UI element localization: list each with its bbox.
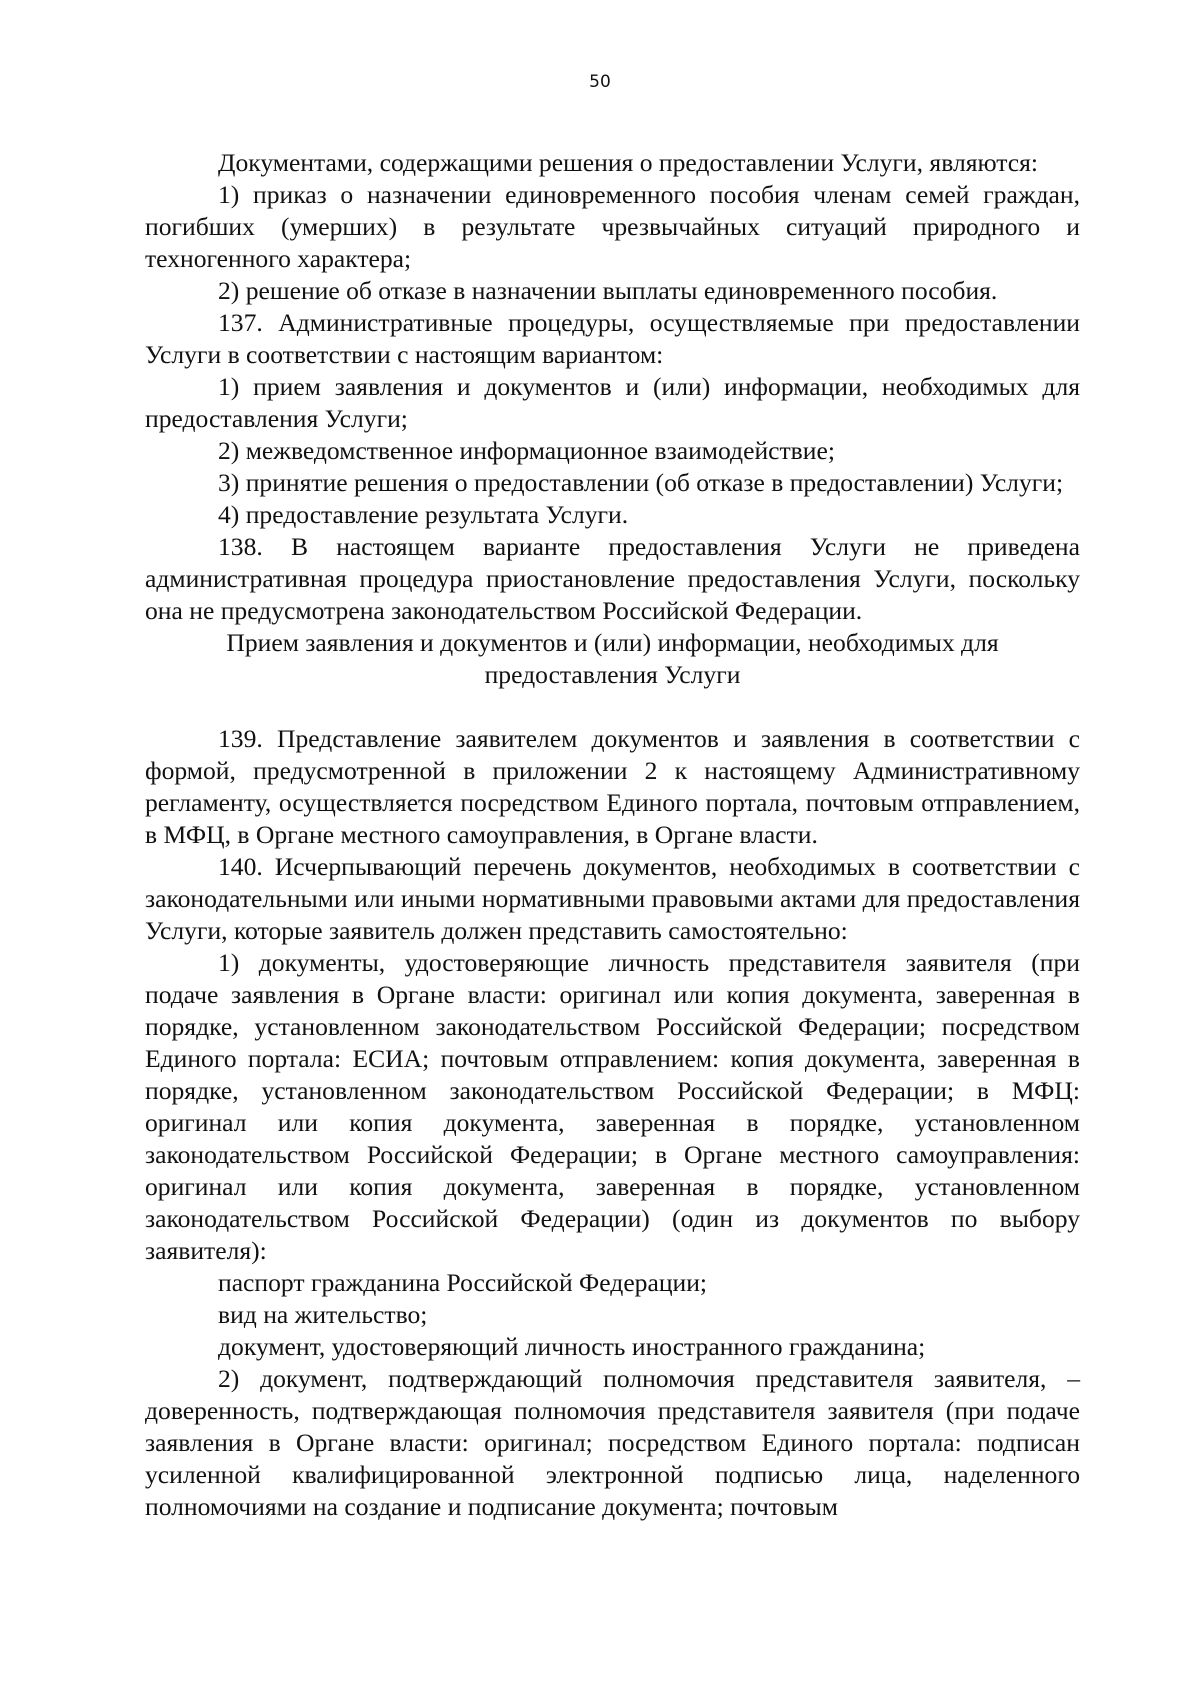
- list-item: документ, удостоверяющий личность иностранного гражданина;: [218, 1332, 926, 1361]
- paragraph: Документами, содержащими решения о предоставлении Услуги, являются:: [218, 148, 1039, 177]
- paragraph: 3) принятие решения о предоставлении (об отказе в предоставлении) Услуги;: [218, 468, 1064, 497]
- paragraph: 2) межведомственное информационное взаимодействие;: [218, 436, 835, 465]
- paragraph: 137. Административные процедуры, осуществляемые при предоставлении Услуги в соответствии с настоящим вариантом:: [145, 308, 1080, 369]
- paragraph: 1) приказ о назначении единовременного пособия членам семей граждан, погибших (умерших) в результате чрезвычайных ситуаций природного и техногенного характера;: [145, 180, 1080, 273]
- section-heading-line: предоставления Услуги: [484, 660, 741, 689]
- paragraph: 4) предоставление результата Услуги.: [218, 500, 629, 529]
- paragraph: 2) решение об отказе в назначении выплаты единовременного пособия.: [218, 276, 998, 305]
- section-heading: [145, 627, 1080, 691]
- paragraph: 1) прием заявления и документов и (или) информации, необходимых для предоставления Услуги;: [145, 372, 1080, 433]
- paragraph: 2) документ, подтверждающий полномочия представителя заявителя, – доверенность, подтверждающая полномочия представителя заявителя (при подаче заявления в Органе власти: оригинал; посредством Единого портала: подписан усиленной квалифицированной электронной подписью лица, наделенного полномочиями на создание и подписание документа; почтовым: [145, 1364, 1080, 1521]
- list-item: паспорт гражданина Российской Федерации;: [218, 1268, 708, 1297]
- page-number: 50: [589, 72, 611, 92]
- paragraph: 139. Представление заявителем документов и заявления в соответствии с формой, предусмотренной в приложении 2 к настоящему Административному регламенту, осуществляется посредством Единого портала, почтовым отправлением, в МФЦ, в Органе местного самоуправления, в Органе власти.: [145, 724, 1080, 849]
- paragraph: 138. В настоящем варианте предоставления Услуги не приведена административная процедура приостановление предоставления Услуги, поскольку она не предусмотрена законодательством Российской Федерации.: [145, 532, 1080, 625]
- paragraph: 140. Исчерпывающий перечень документов, необходимых в соответствии с законодательными или иными нормативными правовыми актами для предоставления Услуги, которые заявитель должен представить самостоятельно:: [145, 852, 1080, 945]
- list-item: вид на жительство;: [218, 1300, 428, 1329]
- document-body: [145, 147, 1080, 1523]
- paragraph: 1) документы, удостоверяющие личность представителя заявителя (при подаче заявления в Органе власти: оригинал или копия документа, заверенная в порядке, установленном законодательством Российской Федерации; посредством Единого портала: ЕСИА; почтовым отправлением: копия документа, заверенная в порядке, установленном законодательством Российской Федерации; в МФЦ: оригинал или копия документа, заверенная в порядке, установленном законодательством Российской Федерации; в Органе местного самоуправления: оригинал или копия документа, заверенная в порядке, установленном законодательством Российской Федерации) (один из документов по выбору заявителя):: [145, 948, 1080, 1265]
- section-heading-line: Прием заявления и документов и (или) информации, необходимых для: [226, 628, 999, 657]
